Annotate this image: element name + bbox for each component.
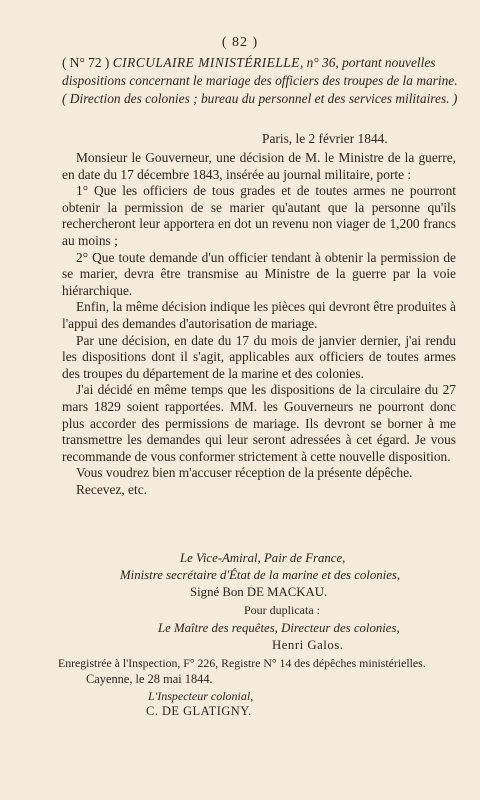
signature-signed: Signé Bon DE MACKAU.: [190, 585, 328, 599]
inspector-name: C. DE GLATIGNY.: [146, 704, 252, 718]
paragraph: Enfin, la même décision indique les pièces qui devront être produites à l'appui des demandes d'autorisation de mariage.: [62, 299, 456, 331]
circular-heading: [62, 54, 462, 108]
registration-line: Enregistrée à l'Inspection, F° 226, Registre N° 14 des dépêches ministérielles.: [58, 656, 426, 670]
duplicata-label: Pour duplicata :: [244, 603, 320, 617]
circular-number-suffix: , n° 36, portant: [299, 55, 382, 70]
director-title: Le Maître des requêtes, Directeur des colonies,: [158, 621, 400, 635]
circular-number: ( N° 72 ): [62, 55, 110, 70]
dateline: Paris, le 2 février 1844.: [262, 131, 388, 146]
inspector-title: L'Inspecteur colonial,: [148, 689, 254, 703]
paragraph: Monsieur le Gouverneur, une décision de M. le Ministre de la guerre, en date du 17 décembre 1843, insérée au journal militaire, porte :: [62, 150, 456, 182]
paragraph: Vous voudrez bien m'accuser réception de la présente dépêche.: [76, 465, 413, 481]
letter-body: [62, 150, 456, 498]
circular-title: CIRCULAIRE MINISTÉRIELLE: [112, 55, 300, 70]
paragraph: J'ai décidé en même temps que les dispositions de la circulaire du 27 mars 1829 soient rapportées. MM. les Gouverneurs ne pourront donc plus accorder des permissions de mariage. Ils devront se borner à me transmettre les demandes qui leur seront adressées à cet égard. Je vous recommande de vous conformer strictement à cette nouvelle disposition.: [62, 382, 456, 464]
director-name: Henri Galos.: [272, 638, 344, 652]
paragraph: 1° Que les officiers de tous grades et de toutes armes ne pourront obtenir la permission de se marier qu'autant que la personne qu'ils rechercheront leur apportera en dot un revenu non viager de 1,200 francs au moins ;: [62, 183, 456, 248]
paragraph: Recevez, etc.: [76, 481, 147, 497]
registration-place-date: Cayenne, le 28 mai 1844.: [86, 672, 213, 686]
paragraph: 2° Que toute demande d'un officier tendant à obtenir la permission de se marier, devra être transmise au Ministre de la guerre par la voie hiérarchique.: [62, 249, 456, 298]
signature-title-1: Le Vice-Amiral, Pair de France,: [180, 551, 346, 565]
signature-title-2: Ministre secrétaire d'État de la marine et des colonies,: [120, 568, 401, 582]
circular-subtitle: nouvelles dispositions concernant le mariage des officiers des troupes de la marine. ( Direction des colonies ; bureau du personnel et des services militaires. ): [62, 55, 458, 106]
paragraph: Par une décision, en date du 17 du mois de janvier dernier, j'ai rendu les dispositions dont il s'agit, applicables aux officiers de toutes armes des troupes du département de la marine et des colonies.: [62, 332, 456, 381]
page-number: ( 82 ): [221, 35, 259, 50]
